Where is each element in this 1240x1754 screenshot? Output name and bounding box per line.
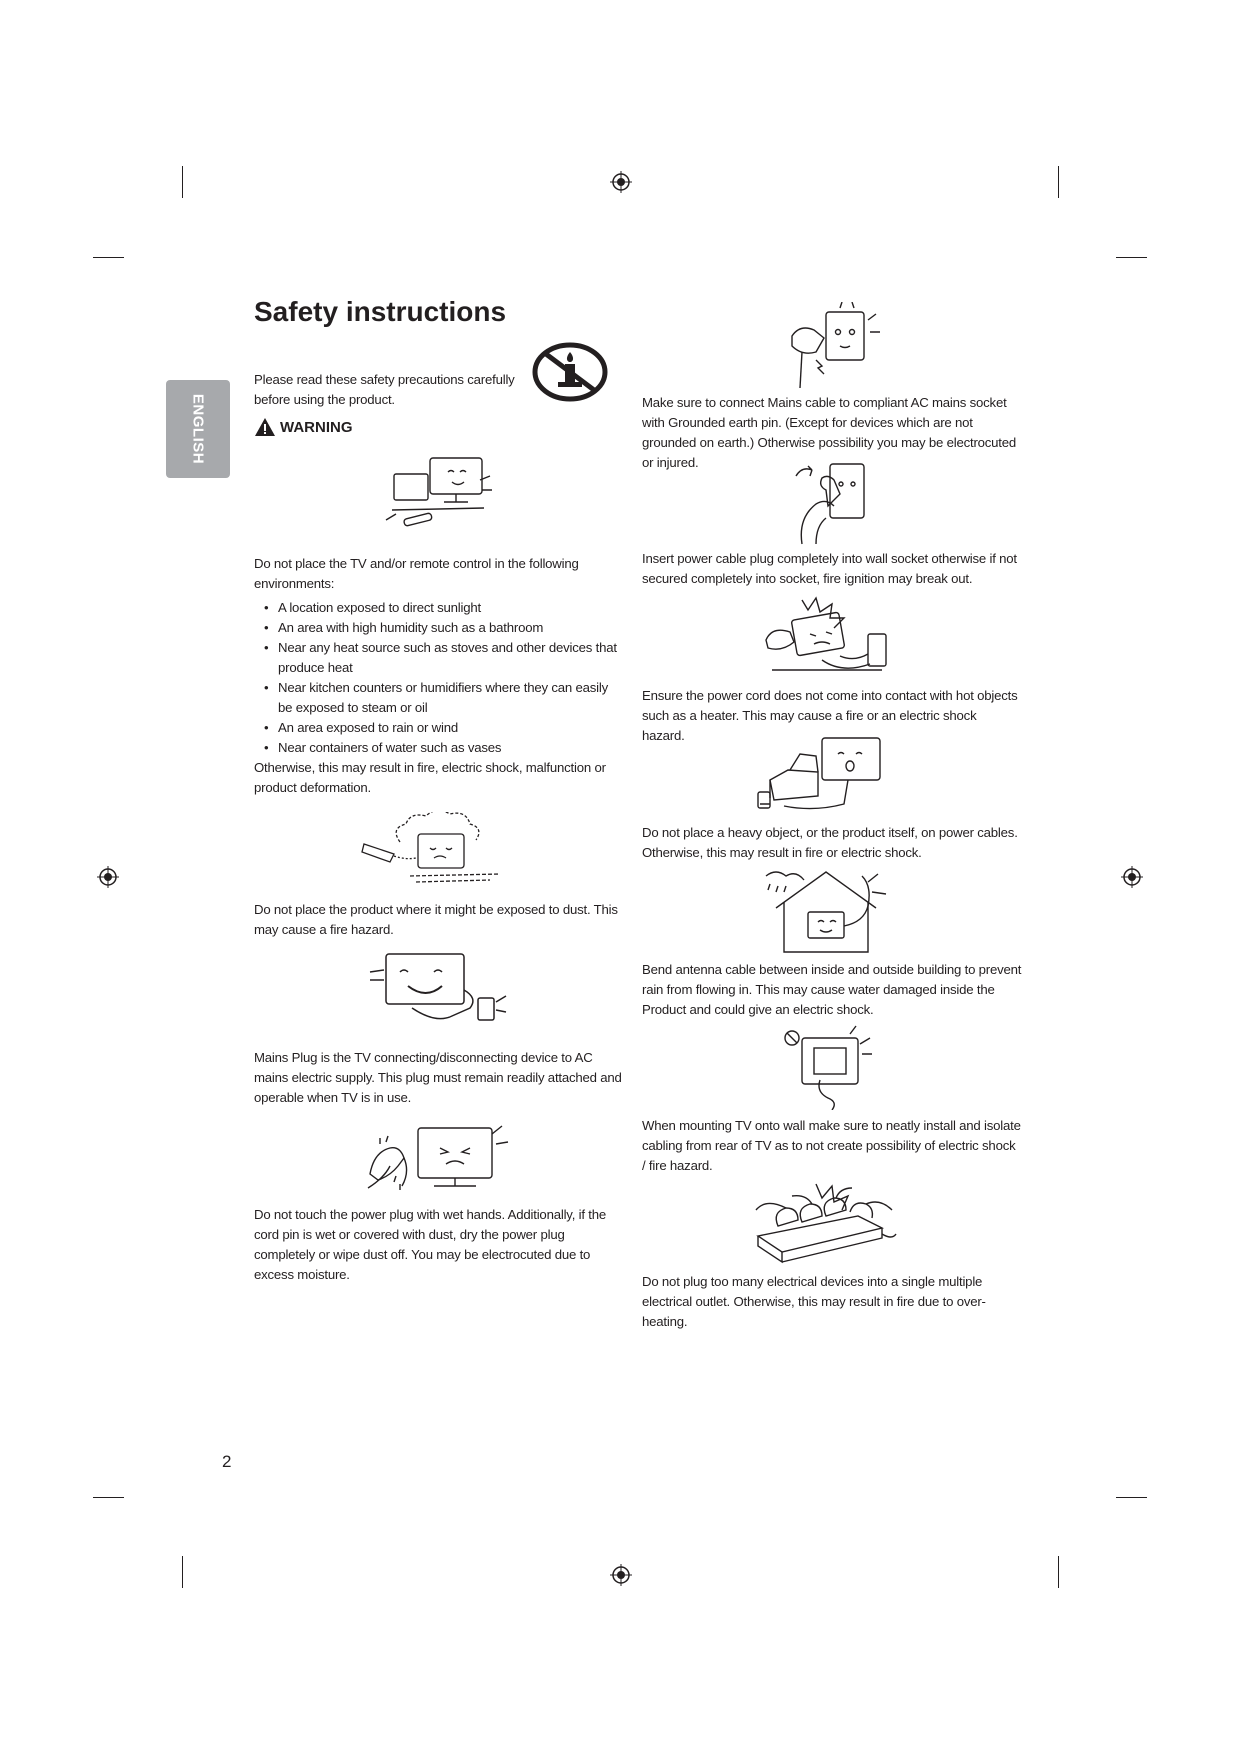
- multiple-outlet-text: Do not plug too many electrical devices into a single multiple electrical outlet. Otherwise, this may result in fire due to over-heating.: [642, 1274, 986, 1329]
- insert-plug-illustration: [786, 460, 876, 548]
- warning-triangle-icon: [254, 417, 276, 437]
- dust-illustration: [360, 812, 506, 890]
- grounded-text: Make sure to connect Mains cable to compliant AC mains socket with Grounded earth pin. (Except for devices which are not grounded on earth.) Otherwise possibility you may be electrocuted or injured.: [642, 395, 1017, 470]
- environments-section: Do not place the TV and/or remote control in the following environments: • A location exposed to direct sunlight • An area with high humidity such as a bathroom • Near any heat source such as stoves and other devices that produce heat • Near kitchen counters or humidifiers where they can easily be exposed to steam or oil • An area exposed to rain or wind • Near containers of water such as vases Otherwise, this may result in fire, electric shock, malfunction or product deformation.: [254, 554, 624, 798]
- dust-text: Do not place the product where it might be exposed to dust. This may cause a fire hazard.: [254, 902, 618, 937]
- registration-mark-icon: [1121, 866, 1143, 888]
- language-label: ENGLISH: [189, 393, 207, 465]
- crop-mark: [1116, 257, 1147, 258]
- tv-remote-illustration: [384, 450, 494, 536]
- list-item: • An area with high humidity such as a bathroom: [278, 618, 624, 638]
- crop-mark: [1058, 166, 1059, 198]
- list-item: • Near containers of water such as vases: [278, 738, 624, 758]
- mains-plug-text: Mains Plug is the TV connecting/disconnecting device to AC mains electric supply. This plug must remain readily attached and operable when TV is in use.: [254, 1050, 622, 1105]
- heavy-object-text: Do not place a heavy object, or the product itself, on power cables. Otherwise, this may result in fire or electric shock.: [642, 825, 1018, 860]
- wall-mount-text: When mounting TV onto wall make sure to neatly install and isolate cabling from rear of TV as to not create possibility of electric shock / fire hazard.: [642, 1118, 1021, 1173]
- environments-list: [254, 598, 624, 758]
- hot-objects-text: Ensure the power cord does not come into contact with hot objects such as a heater. This may cause a fire or an electric shock hazard.: [642, 688, 1018, 743]
- registration-mark-icon: [610, 1564, 632, 1586]
- heavy-object-illustration: [756, 732, 890, 814]
- antenna-text: Bend antenna cable between inside and outside building to prevent rain from flowing in. This may cause water damaged inside the Product and could give an electric shock.: [642, 962, 1022, 1017]
- language-tab: [166, 380, 230, 478]
- warning-heading: [254, 417, 353, 437]
- crop-mark: [93, 1497, 124, 1498]
- wall-mount-illustration: [780, 1024, 876, 1110]
- registration-mark-icon: [97, 866, 119, 888]
- crop-mark: [93, 257, 124, 258]
- warning-label: WARNING: [280, 418, 353, 436]
- mains-plug-illustration: [368, 950, 508, 1030]
- crop-mark: [182, 1556, 183, 1588]
- wet-hands-illustration: [360, 1114, 510, 1196]
- list-item: • Near any heat source such as stoves and other devices that produce heat: [278, 638, 624, 678]
- insert-plug-text: Insert power cable plug completely into wall socket otherwise if not secured completely into socket, fire ignition may break out.: [642, 551, 1017, 586]
- crop-mark: [1116, 1497, 1147, 1498]
- crop-mark: [182, 166, 183, 198]
- registration-mark-icon: [610, 171, 632, 193]
- list-item: • Near kitchen counters or humidifiers where they can easily be exposed to steam or oil: [278, 678, 624, 718]
- antenna-house-illustration: [762, 868, 890, 954]
- grounded-socket-illustration: [780, 302, 884, 390]
- list-item: • An area exposed to rain or wind: [278, 718, 624, 738]
- page-title: Safety instructions: [254, 296, 507, 327]
- page-number: 2: [222, 1452, 232, 1471]
- no-candle-icon: [532, 342, 608, 402]
- power-strip-illustration: [752, 1180, 898, 1270]
- wet-hands-text: Do not touch the power plug with wet hands. Additionally, if the cord pin is wet or covered with dust, dry the power plug completely or wipe dust off. You may be electrocuted due to excess moisture.: [254, 1207, 607, 1282]
- crop-mark: [1058, 1556, 1059, 1588]
- list-item: • A location exposed to direct sunlight: [278, 598, 624, 618]
- intro-text: Please read these safety precautions carefully before using the product.: [254, 372, 515, 407]
- hot-objects-illustration: [762, 594, 892, 680]
